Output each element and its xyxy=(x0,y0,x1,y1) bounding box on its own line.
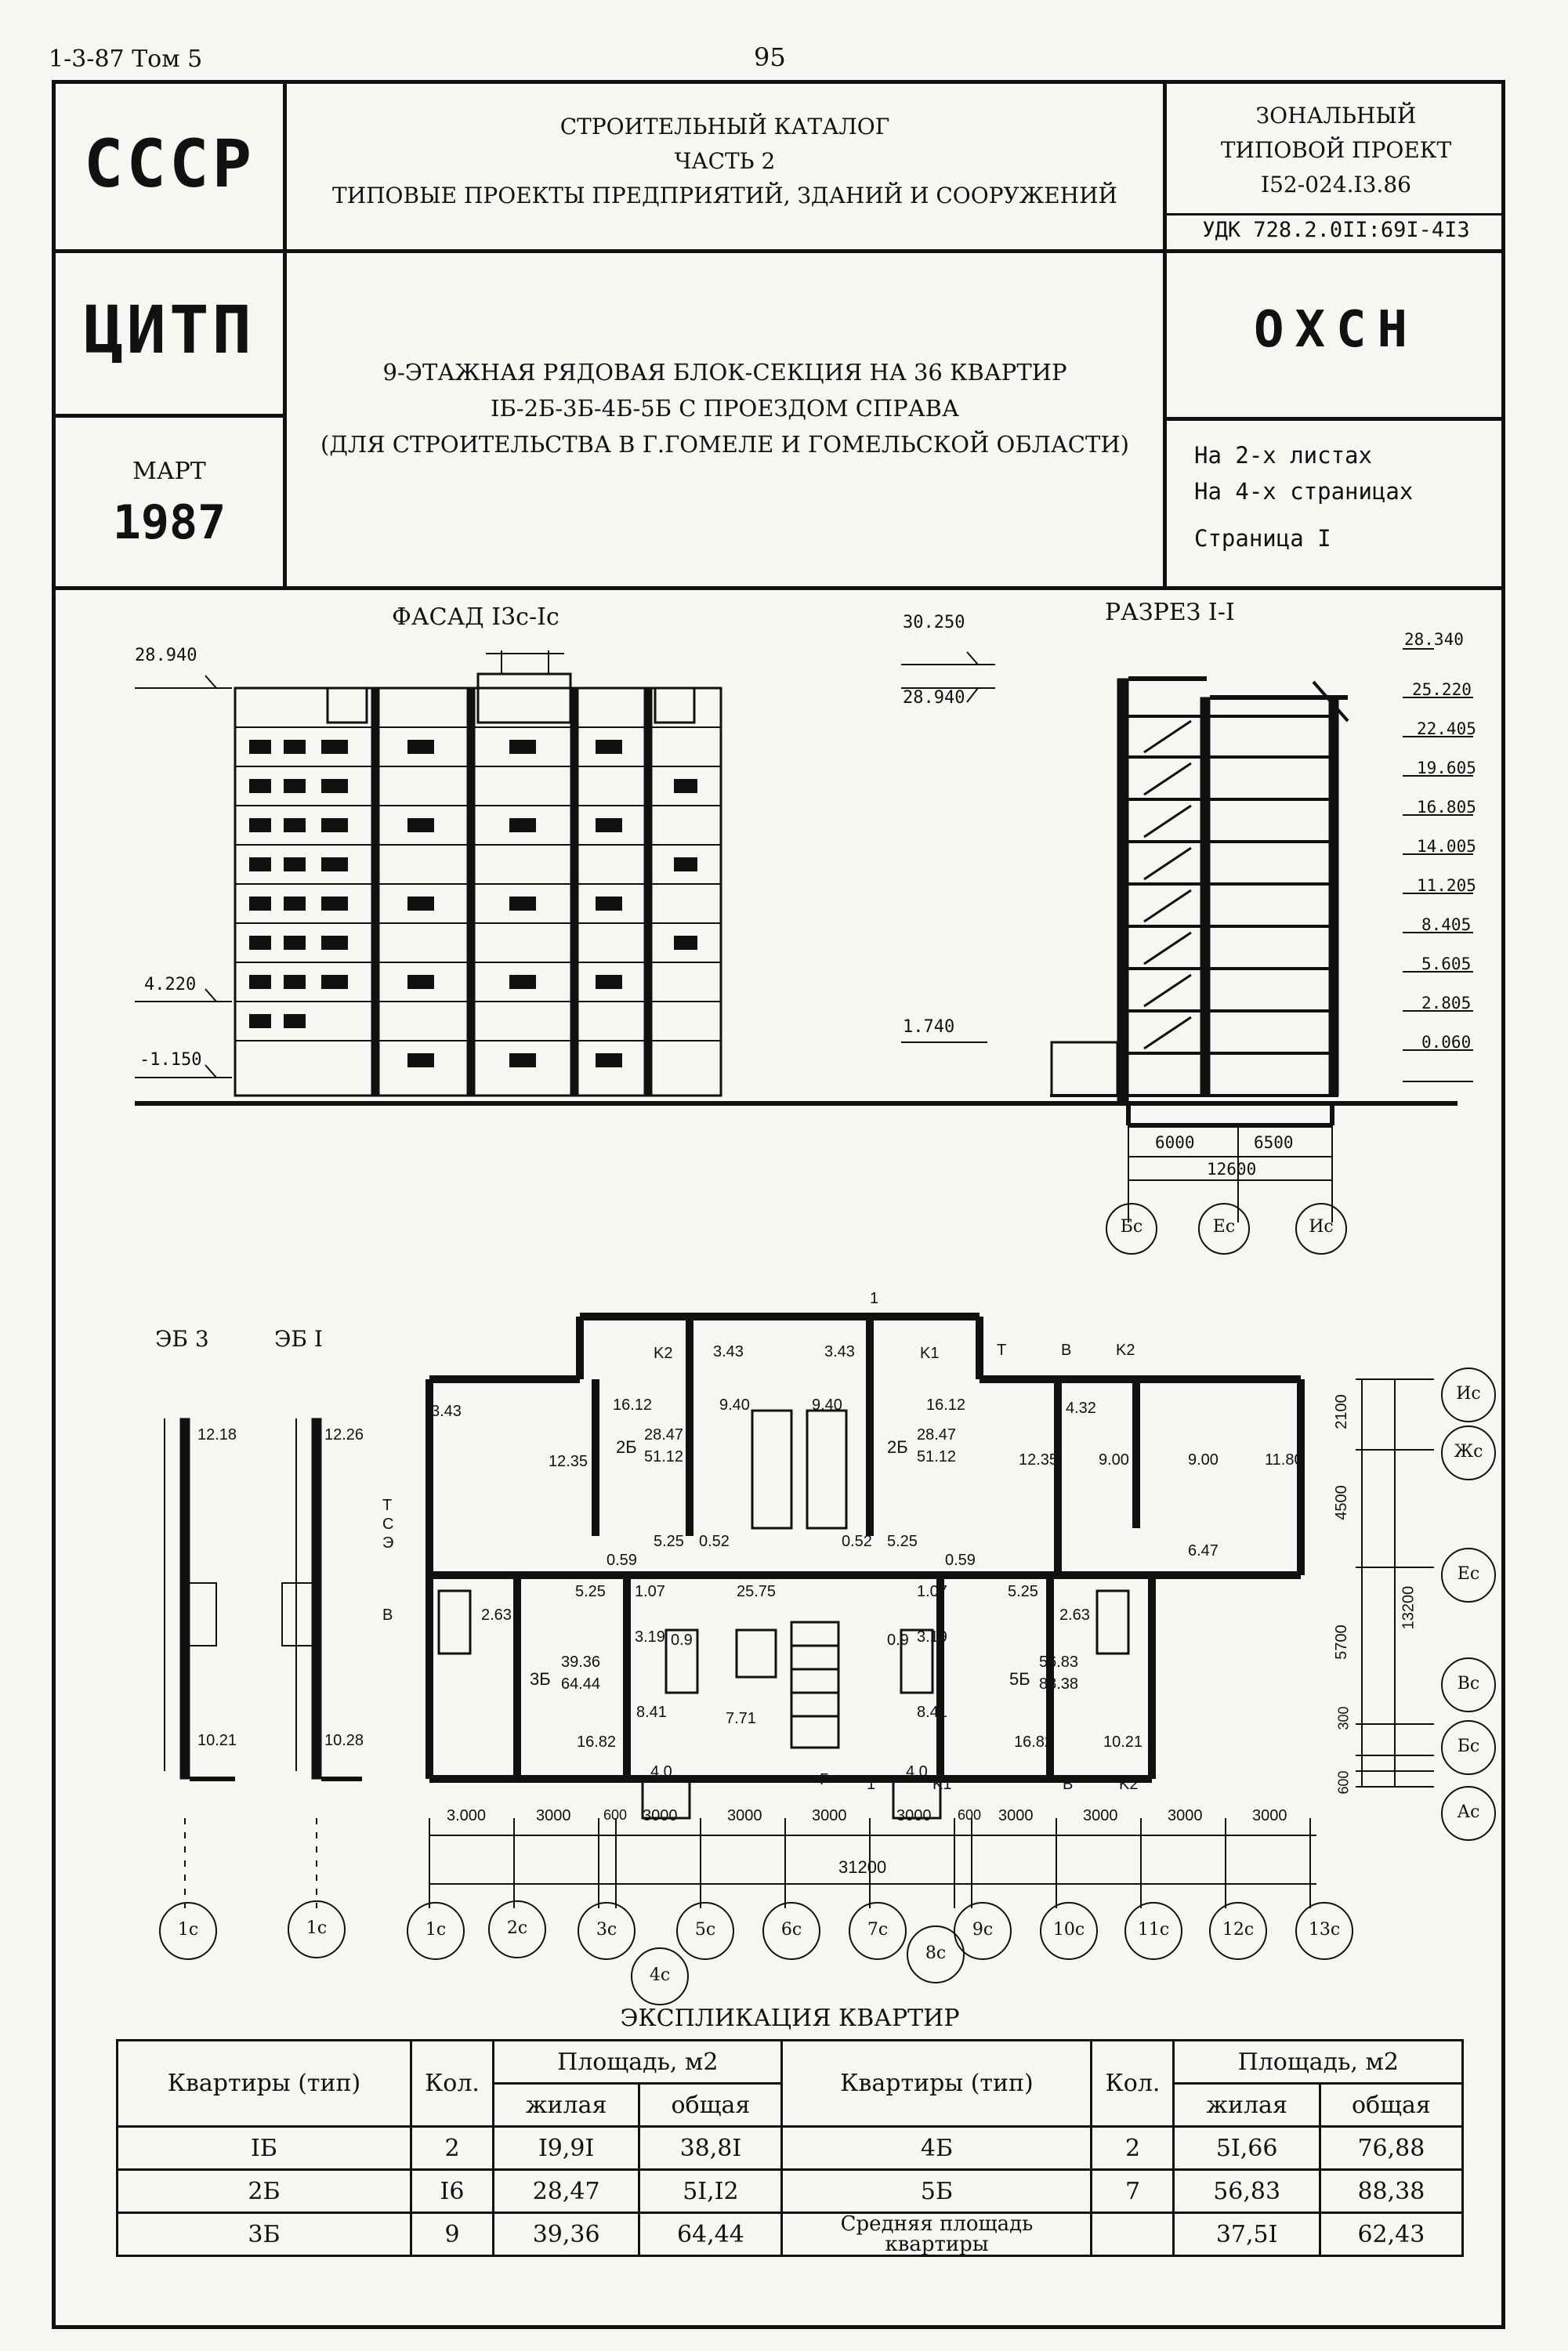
room-value: 1.07 xyxy=(635,1583,665,1600)
fragment-value: 10.28 xyxy=(324,1732,364,1749)
explication-title: ЭКСПЛИКАЦИЯ КВАРТИР xyxy=(620,2005,960,2032)
axis-label: Жс xyxy=(1454,1442,1483,1462)
room-value: 0.59 xyxy=(607,1552,637,1569)
fragment-value: 12.18 xyxy=(197,1426,237,1444)
cell: 76,88 xyxy=(1320,2127,1462,2170)
cell: 5I,I2 xyxy=(639,2170,782,2213)
header-count: Кол. xyxy=(411,2041,494,2127)
section-level: 2.805 xyxy=(1421,994,1472,1012)
axis-label: 13с xyxy=(1308,1920,1341,1940)
center-level: 1.740 xyxy=(903,1017,955,1037)
room-value: 4.0 xyxy=(650,1763,672,1780)
section-dim: 6500 xyxy=(1254,1133,1294,1152)
dim-label: 5700 xyxy=(1332,1625,1350,1660)
catalog-line: ТИПОВЫЕ ПРОЕКТЫ ПРЕДПРИЯТИЙ, ЗДАНИЙ И СООРУЖЕНИЙ xyxy=(332,183,1117,208)
dim-label: 3000 xyxy=(727,1807,762,1824)
axis-label: 8с xyxy=(925,1943,947,1963)
ussr-label: СССР xyxy=(83,125,255,202)
room-value: 0.52 xyxy=(842,1533,872,1550)
facade-title: ФАСАД I3с-Iс xyxy=(392,603,559,631)
section-level: 0.060 xyxy=(1421,1033,1472,1052)
sheets-line: На 4-х страницах xyxy=(1194,478,1414,505)
room-value: 9.40 xyxy=(812,1396,842,1414)
room-value: 51.12 xyxy=(644,1448,684,1465)
section-level: 22.405 xyxy=(1417,719,1476,738)
cell: 4Б xyxy=(782,2127,1092,2170)
cell: 62,43 xyxy=(1320,2213,1462,2256)
room-value: 16.12 xyxy=(613,1396,653,1414)
room-value: 3.43 xyxy=(713,1343,744,1360)
sheets-line: На 2-х листах xyxy=(1194,442,1372,469)
dim-label: 600 xyxy=(958,1807,982,1823)
axis-label: Ес xyxy=(1212,1217,1236,1237)
header-area: Площадь, м2 xyxy=(494,2041,782,2084)
cell: IБ xyxy=(118,2127,411,2170)
axis-label: Бс xyxy=(1457,1737,1480,1756)
axis-label: 9с xyxy=(972,1920,994,1940)
room-value: 7.71 xyxy=(726,1710,756,1727)
header-area: Площадь, м2 xyxy=(1174,2041,1463,2084)
dim-label: 300 xyxy=(1335,1706,1352,1730)
axis-label: 1с xyxy=(306,1918,328,1938)
header-type: Квартиры (тип) xyxy=(118,2041,411,2127)
axis-label: Бс xyxy=(1120,1217,1143,1237)
dim-label: 3000 xyxy=(1168,1807,1203,1824)
marker-label: K1 xyxy=(920,1345,940,1362)
catalog-code: 1-3-87 Том 5 xyxy=(49,45,203,73)
section-level: 19.605 xyxy=(1417,759,1476,777)
flat-type: 2Б xyxy=(616,1437,637,1457)
marker-label: B xyxy=(1063,1776,1074,1793)
room-value: 5.25 xyxy=(575,1583,606,1600)
facade-level: 4.220 xyxy=(144,975,197,994)
cell: 2 xyxy=(411,2127,494,2170)
facade-level: -1.150 xyxy=(139,1050,202,1070)
section-level: 25.220 xyxy=(1412,680,1472,699)
dim-label: 2100 xyxy=(1332,1394,1350,1429)
room-value: 11.80 xyxy=(1265,1451,1303,1469)
marker-label: 1 xyxy=(870,1290,879,1307)
room-value: 28.47 xyxy=(644,1426,684,1444)
cell: 2Б xyxy=(118,2170,411,2213)
axis-label: 3с xyxy=(596,1920,617,1940)
page-number: 95 xyxy=(754,42,786,72)
udk-code: УДК 728.2.0II:69I-4I3 xyxy=(1202,218,1470,242)
dim-label: 3000 xyxy=(812,1807,847,1824)
marker-label: K1 xyxy=(932,1776,952,1793)
marker-label: B xyxy=(382,1607,393,1624)
cell: Средняя площадь квартиры xyxy=(782,2213,1092,2256)
axis-label: 12с xyxy=(1222,1920,1255,1940)
room-value: 0.9 xyxy=(671,1632,693,1649)
section-level: 28.340 xyxy=(1404,630,1464,649)
catalog-line: ЧАСТЬ 2 xyxy=(674,148,776,174)
cell: 64,44 xyxy=(639,2213,782,2256)
axis-label: Ис xyxy=(1456,1384,1481,1404)
axis-label: 6с xyxy=(780,1920,802,1940)
room-value: 9.40 xyxy=(719,1396,750,1414)
marker-label: B xyxy=(1061,1342,1072,1359)
marker-label: 1 xyxy=(867,1776,876,1793)
dim-label: 3000 xyxy=(998,1807,1034,1824)
axis-label: 7с xyxy=(867,1920,889,1940)
dim-label: 3000 xyxy=(896,1807,932,1824)
room-value: 12.35 xyxy=(549,1453,588,1470)
fragment-label: ЭБ I xyxy=(274,1326,323,1352)
section-level: 8.405 xyxy=(1421,915,1472,934)
header-total: общая xyxy=(1320,2084,1462,2127)
dim-label: 600 xyxy=(1335,1770,1352,1795)
room-value: 3.43 xyxy=(431,1403,462,1420)
header-living: жилая xyxy=(1174,2084,1320,2127)
room-value: 8.41 xyxy=(636,1704,667,1721)
cell xyxy=(1092,2213,1174,2256)
dim-label: 4500 xyxy=(1332,1485,1350,1520)
room-value: 3.43 xyxy=(824,1343,855,1360)
axis-label: 1с xyxy=(177,1920,199,1940)
header-total: общая xyxy=(639,2084,782,2127)
room-value: 6.47 xyxy=(1188,1542,1219,1559)
room-value: 12.35 xyxy=(1019,1451,1059,1469)
axis-label: Ес xyxy=(1457,1564,1480,1584)
citp-label: ЦИТП xyxy=(83,292,255,368)
header-type: Квартиры (тип) xyxy=(782,2041,1092,2127)
axis-label: 10с xyxy=(1052,1920,1085,1940)
total-dim: 31200 xyxy=(838,1857,887,1877)
center-level: 30.250 xyxy=(903,613,965,632)
center-level: 28.940 xyxy=(903,688,965,708)
corridor-value: 25.75 xyxy=(737,1583,777,1600)
cell: I9,9I xyxy=(494,2127,639,2170)
dim-label: 13200 xyxy=(1400,1585,1418,1630)
marker-label: K2 xyxy=(1116,1342,1135,1359)
marker-label: K2 xyxy=(654,1345,673,1362)
project-line: I52-024.I3.86 xyxy=(1261,172,1411,197)
room-value: 0.52 xyxy=(699,1533,730,1550)
marker-label: Э xyxy=(382,1534,394,1552)
room-value: 88.38 xyxy=(1039,1675,1079,1693)
axis-label: 2с xyxy=(506,1918,528,1938)
room-value: 0.59 xyxy=(945,1552,976,1569)
project-line: ТИПОВОЙ ПРОЕКТ xyxy=(1220,137,1452,163)
room-value: 3.19 xyxy=(635,1628,665,1646)
room-value: 64.44 xyxy=(561,1675,601,1693)
cell: 5I,66 xyxy=(1174,2127,1320,2170)
fragment-value: 10.21 xyxy=(197,1732,237,1749)
section-dim: 12600 xyxy=(1207,1160,1257,1179)
cell: 5Б xyxy=(782,2170,1092,2213)
room-value: 5.25 xyxy=(654,1533,684,1550)
cell: 39,36 xyxy=(494,2213,639,2256)
section-dim: 6000 xyxy=(1155,1133,1195,1152)
room-value: 3.19 xyxy=(917,1628,947,1646)
marker-label: C xyxy=(382,1516,394,1533)
axis-label: Ас xyxy=(1457,1802,1480,1822)
room-value: 10.21 xyxy=(1103,1733,1143,1751)
section-level: 14.005 xyxy=(1417,837,1476,856)
cell: 9 xyxy=(411,2213,494,2256)
flat-type: 5Б xyxy=(1009,1669,1030,1689)
section-level: 16.805 xyxy=(1417,798,1476,817)
fragment-value: 12.26 xyxy=(324,1426,364,1444)
explication-table xyxy=(116,2039,1464,2257)
cell: 7 xyxy=(1092,2170,1174,2213)
dim-label: 600 xyxy=(603,1807,628,1823)
room-value: 16.12 xyxy=(926,1396,966,1414)
marker-label: T xyxy=(382,1497,393,1514)
year: 1987 xyxy=(112,495,226,550)
title-line: IБ-2Б-3Б-4Б-5Б С ПРОЕЗДОМ СПРАВА xyxy=(491,395,959,422)
cell: 88,38 xyxy=(1320,2170,1462,2213)
fragment-label: ЭБ 3 xyxy=(155,1326,209,1352)
table-row xyxy=(118,2127,1463,2170)
dim-label: 3000 xyxy=(536,1807,571,1824)
cell: 3Б xyxy=(118,2213,411,2256)
section-level: 11.205 xyxy=(1417,876,1476,895)
catalog-line: СТРОИТЕЛЬНЫЙ КАТАЛОГ xyxy=(559,114,890,139)
axis-label: 4с xyxy=(649,1965,671,1985)
axis-label: 1с xyxy=(425,1920,447,1940)
room-value: 4.0 xyxy=(906,1763,928,1780)
room-value: 9.00 xyxy=(1188,1451,1219,1469)
room-value: 2.63 xyxy=(481,1607,512,1624)
table-row xyxy=(118,2213,1463,2256)
cell: I6 xyxy=(411,2170,494,2213)
axis-label: Ис xyxy=(1309,1217,1334,1237)
cell: 37,5I xyxy=(1174,2213,1320,2256)
cell: 2 xyxy=(1092,2127,1174,2170)
dim-label: 3000 xyxy=(1252,1807,1287,1824)
title-line: (ДЛЯ СТРОИТЕЛЬСТВА В Г.ГОМЕЛЕ И ГОМЕЛЬСКОЙ ОБЛАСТИ) xyxy=(320,431,1129,458)
axis-label: 5с xyxy=(694,1920,716,1940)
room-value: 28.47 xyxy=(917,1426,957,1444)
section-level: 5.605 xyxy=(1421,955,1472,973)
room-value: 16.82 xyxy=(1014,1733,1054,1751)
dim-label: 3000 xyxy=(1083,1807,1118,1824)
room-value: 16.82 xyxy=(577,1733,617,1751)
axis-label: 11с xyxy=(1137,1920,1170,1940)
room-value: 51.12 xyxy=(917,1448,957,1465)
dim-label: 3000 xyxy=(643,1807,678,1824)
room-value: 0.9 xyxy=(887,1632,909,1649)
room-value: 39.36 xyxy=(561,1654,601,1671)
title-line: 9-ЭТАЖНАЯ РЯДОВАЯ БЛОК-СЕКЦИЯ НА 36 КВАРТИР xyxy=(382,359,1067,386)
project-line: ЗОНАЛЬНЫЙ xyxy=(1255,103,1417,129)
room-value: 9.00 xyxy=(1099,1451,1129,1469)
flat-type: 3Б xyxy=(530,1669,551,1689)
room-value: 5.25 xyxy=(1008,1583,1038,1600)
room-value: 4.32 xyxy=(1066,1400,1096,1417)
room-value: 56.83 xyxy=(1039,1654,1079,1671)
section-title: РАЗРЕЗ I-I xyxy=(1105,599,1235,626)
room-value: 2.63 xyxy=(1059,1607,1090,1624)
sheets-line: Страница I xyxy=(1194,525,1331,552)
header-living: жилая xyxy=(494,2084,639,2127)
facade-level: 28.940 xyxy=(135,646,197,665)
axis-label: Вс xyxy=(1457,1674,1480,1694)
month: МАРТ xyxy=(132,458,206,485)
code-oxsn: ОХСН xyxy=(1253,301,1419,359)
marker-label: Г xyxy=(820,1771,828,1788)
header-count: Кол. xyxy=(1092,2041,1174,2127)
table-header-row xyxy=(118,2041,1463,2084)
room-value: 5.25 xyxy=(887,1533,918,1550)
marker-label: K2 xyxy=(1119,1776,1139,1793)
room-value: 1.07 xyxy=(917,1583,947,1600)
dim-label: 3.000 xyxy=(447,1807,487,1824)
table-row xyxy=(118,2170,1463,2213)
room-value: 8.41 xyxy=(917,1704,947,1721)
flat-type: 2Б xyxy=(887,1437,908,1457)
cell: 56,83 xyxy=(1174,2170,1320,2213)
marker-label: T xyxy=(997,1342,1007,1359)
cell: 38,8I xyxy=(639,2127,782,2170)
cell: 28,47 xyxy=(494,2170,639,2213)
